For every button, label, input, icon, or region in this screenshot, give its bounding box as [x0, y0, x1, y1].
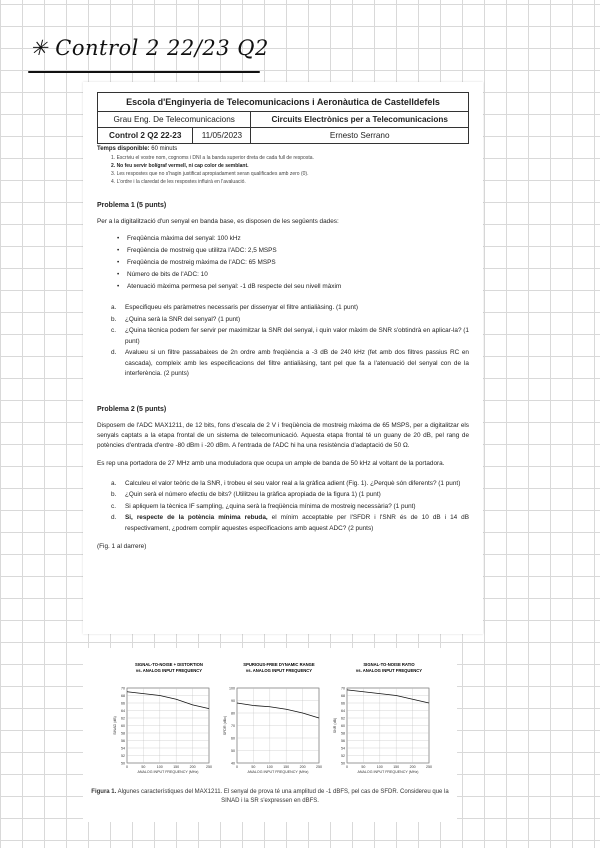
chart-x-tick-label: 0 — [346, 765, 348, 769]
teacher-name: Ernesto Serrano — [251, 128, 469, 144]
chart-y-tick-label: 52 — [121, 753, 125, 758]
question-item: c. ¿Quina tècnica podem fer servir per maximitzar la SNR del senyal, i quin valor màxim de SNR s'obtindrà en aplicar-la? (1 punt) — [111, 327, 469, 345]
list-item: • Atenuació màxima permesa pel senyal: -1 dB respecte del seu nivell màxim — [117, 281, 469, 293]
chart-x-tick-label: 100 — [266, 765, 273, 769]
chart-y-tick-label: 40 — [231, 761, 235, 766]
list-item: • Freqüència màxima del senyal: 100 kHz — [117, 233, 469, 245]
chart-x-tick-label: 100 — [156, 765, 163, 769]
rule-item: 3. Les respostes que no s'hagin justificat apropiadament seran qualificades amb zero (0). — [111, 171, 309, 177]
problem2-paragraph-1: Disposem de l'ADC MAX1211, de 12 bits, fons d'escala de 2 V i freqüència de mostreig màxima de 65 MSPS, per a digitalitzar els senyals captats a la etapa frontal de un sistema de telecomunicació. Aquesta etapa frontal té un guany de 20 dB, pel rang de potències d'entrada d'entre -80 dBm i -20 dBm. A l'entrada de l'ADC hi ha una resistència d'adaptació de 50 Ω. — [97, 421, 469, 449]
chart-y-tick-label: 60 — [121, 723, 125, 728]
chart-y-tick-label: 56 — [341, 738, 345, 743]
chart-title: SIGNAL-TO-NOISE RATIO — [363, 662, 415, 667]
rule-item: 1. Escriviu el vostre nom, cognoms i DNI a la banda superior dreta de cada full de resposta. — [111, 155, 314, 161]
chart-y-tick-label: 58 — [121, 731, 125, 736]
chart-y-tick-label: 70 — [341, 686, 345, 691]
chart-x-axis-label: ANALOG INPUT FREQUENCY (MHz) — [137, 770, 199, 774]
chart-series-line — [127, 692, 209, 709]
figure-reference: (Fig. 1 al darrere) — [97, 543, 147, 550]
handwritten-title: ✳ Control 2 22/23 Q2 — [30, 36, 269, 60]
chart-x-axis-label: ANALOG INPUT FREQUENCY (MHz) — [247, 770, 309, 774]
exam-sheet — [83, 82, 483, 634]
chart-y-tick-label: 60 — [231, 736, 235, 741]
chart-x-tick-label: 200 — [299, 765, 306, 769]
chart-y-tick-label: 100 — [229, 686, 235, 691]
chart-y-tick-label: 80 — [231, 711, 235, 716]
chart-y-tick-label: 64 — [121, 708, 125, 713]
chart-y-axis-label: SFDR (dBc) — [223, 715, 227, 736]
chart-x-tick-label: 0 — [236, 765, 238, 769]
chart-x-tick-label: 200 — [409, 765, 416, 769]
chart-y-tick-label: 56 — [121, 738, 125, 743]
problem1-title: Problema 1 (5 punts) — [97, 202, 167, 209]
chart-y-tick-label: 50 — [341, 761, 345, 766]
question-item: c. Si apliquem la tècnica IF sampling, ¿quina serà la freqüència mínima de mostreig necessària? (1 punt) — [111, 502, 416, 510]
chart-y-tick-label: 68 — [121, 693, 125, 698]
exam-rules — [111, 154, 469, 186]
exam-header-table — [97, 92, 469, 144]
chart-x-tick-label: 0 — [126, 765, 128, 769]
chart-x-tick-label: 50 — [141, 765, 146, 769]
chart-x-axis-label: ANALOG INPUT FREQUENCY (MHz) — [357, 770, 419, 774]
chart-x-tick-label: 50 — [251, 765, 256, 769]
chart-y-tick-label: 68 — [341, 693, 345, 698]
chart-y-tick-label: 58 — [341, 731, 345, 736]
chart-series-line — [237, 703, 319, 718]
chart-series-line — [347, 690, 429, 703]
question-item: d. Si, respecte de la potència mínima rebuda, el mínim acceptable per l'SFDR i l'SNR és de 10 dB i 14 dB respectivament, ¿podrem complir aquestes especificacions amb aquest ADC? (2 punts) — [111, 514, 470, 532]
problem2-title: Problema 2 (5 punts) — [97, 405, 167, 413]
question-item: a. Especifiqueu els paràmetres necessaris per dissenyar el filtre antialiàsing. (1 punt) — [111, 304, 359, 311]
list-item: • Freqüència de mostreig que utilitza l'ADC: 2,5 MSPS — [117, 245, 469, 257]
problem2-questions — [111, 479, 469, 535]
chart-title: SPURIOUS-FREE DYNAMIC RANGE — [243, 662, 315, 667]
chart-title: vs. ANALOG INPUT FREQUENCY — [245, 668, 313, 673]
chart-y-tick-label: 50 — [121, 761, 125, 766]
rule-item: 4. L'ordre i la claredat de les respostes influirà en l'avaluació. — [111, 179, 246, 185]
chart-title: vs. ANALOG INPUT FREQUENCY — [135, 668, 203, 673]
figure-caption: Figura 1. Algunes característiques del MAX1211. El senyal de prova té una amplitud de -1 dBFS, pel cas de SFDR. Considereu que la SINAD i la SR s'expressen en dBFS. — [91, 789, 449, 804]
time-value: 60 minuts — [151, 146, 178, 152]
time-label: Temps disponible: — [97, 146, 150, 152]
school-name: Escola d'Enginyeria de Telecomunicacions i Aeronàutica de Castelldefels — [98, 93, 469, 112]
problem1-data-list — [117, 233, 469, 293]
chart-x-tick-label: 250 — [426, 765, 432, 769]
chart-x-tick-label: 200 — [189, 765, 196, 769]
chart-x-tick-label: 150 — [393, 765, 400, 769]
chart-y-tick-label: 70 — [231, 723, 235, 728]
chart-x-tick-label: 50 — [361, 765, 366, 769]
chart-title: SIGNAL-TO-NOISE + DISTORTION — [135, 662, 203, 667]
problem2-paragraph-2: Es rep una portadora de 27 MHz amb una moduladora que ocupa un ample de banda de 50 kHz al voltant de la portadora. — [97, 459, 445, 467]
chart-x-tick-label: 250 — [206, 765, 212, 769]
figure-panel — [83, 648, 457, 822]
chart-y-axis-label: SNR (dB) — [333, 717, 337, 734]
chart-title: vs. ANALOG INPUT FREQUENCY — [355, 668, 423, 673]
question-item: d. Avalueu si un filtre passabaixes de 2n ordre amb freqüència a -3 dB de 240 kHz (fet amb dos filtres passius RC en cascada), compleix amb les especificacions del filtre antialiàsing, tant pel que fa a l'atenuació del senyal con de la interferència. (2 punts) — [111, 349, 469, 377]
chart-y-tick-label: 62 — [121, 716, 125, 721]
adc-characteristics-charts — [113, 660, 433, 785]
chart-x-tick-label: 250 — [316, 765, 322, 769]
degree-name: Grau Eng. De Telecomunicacions — [98, 112, 251, 128]
chart-y-axis-label: SINAD (dB) — [113, 716, 117, 735]
chart-y-tick-label: 66 — [121, 701, 125, 706]
course-name: Circuits Electrònics per a Telecomunicacions — [251, 112, 469, 128]
rule-item: 2. No feu servir bolígraf vermell, ni cap color de semblant. — [111, 163, 249, 169]
chart-x-tick-label: 100 — [376, 765, 383, 769]
question-item: b. ¿Quina serà la SNR del senyal? (1 punt) — [111, 315, 241, 323]
chart-y-tick-label: 62 — [341, 716, 345, 721]
title-underline — [28, 71, 260, 73]
chart-x-tick-label: 150 — [173, 765, 180, 769]
problem1-questions — [111, 303, 469, 380]
chart-y-tick-label: 60 — [341, 723, 345, 728]
chart-y-tick-label: 52 — [341, 753, 345, 758]
question-item: a. Calculeu el valor teòric de la SNR, i trobeu el seu valor real a la gràfica adient (Fig. 1). ¿Perquè són diferents? (1 punt) — [111, 479, 461, 487]
problem1-intro: Per a la digitalització d'un senyal en banda base, es disposen de les següents dades: — [97, 218, 339, 225]
chart-y-tick-label: 50 — [231, 748, 235, 753]
chart-y-tick-label: 64 — [341, 708, 345, 713]
chart-y-tick-label: 54 — [121, 746, 125, 751]
chart-x-tick-label: 150 — [283, 765, 290, 769]
chart-y-tick-label: 90 — [231, 698, 235, 703]
chart-y-tick-label: 66 — [341, 701, 345, 706]
question-item: b. ¿Quin serà el número efectiu de bits? (Utilitzeu la gràfica apropiada de la figura 1) (1 punt) — [111, 491, 381, 498]
chart-y-tick-label: 54 — [341, 746, 345, 751]
list-item: • Freqüència de mostreig màxima de l'ADC: 65 MSPS — [117, 257, 469, 269]
time-available — [97, 146, 469, 152]
list-item: • Número de bits de l'ADC: 10 — [117, 269, 469, 281]
exam-name: Control 2 Q2 22-23 — [98, 128, 193, 144]
chart-y-tick-label: 70 — [121, 686, 125, 691]
exam-date: 11/05/2023 — [193, 128, 251, 144]
